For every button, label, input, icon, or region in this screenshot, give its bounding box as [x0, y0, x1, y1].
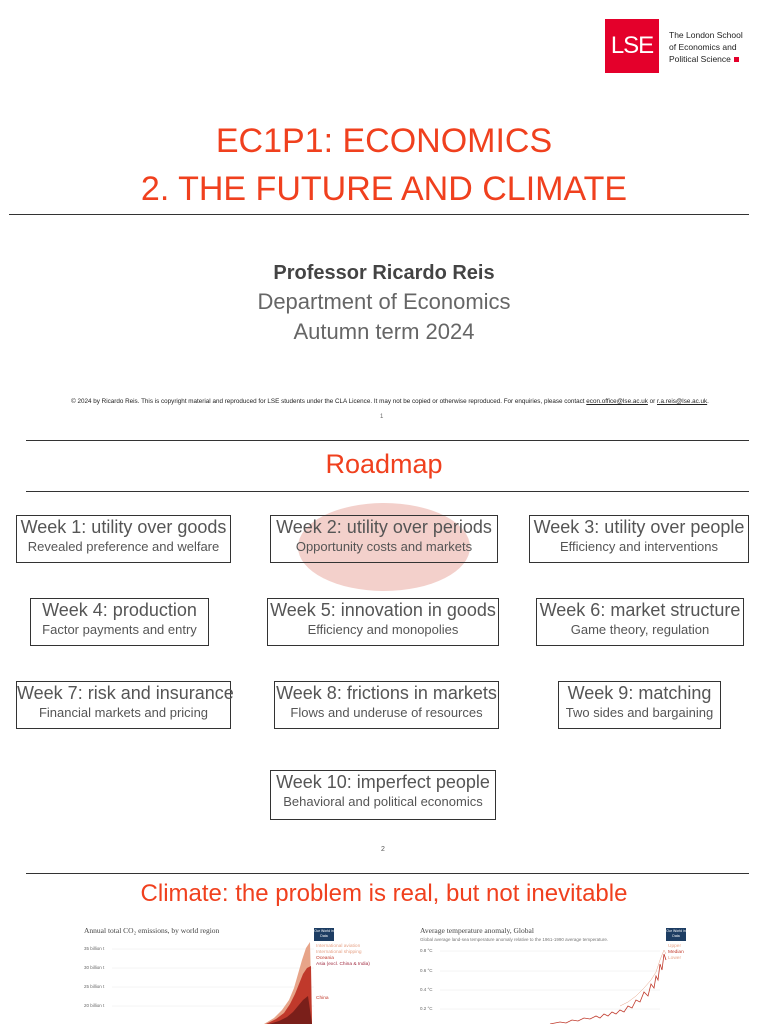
temperature-line-plot	[420, 926, 688, 1024]
term: Autumn term 2024	[293, 319, 475, 344]
lecture-title: 2. THE FUTURE AND CLIMATE	[140, 170, 628, 208]
week-title: Week 1: utility over goods	[20, 517, 227, 537]
page-number: 1	[380, 414, 384, 420]
y-tick: 20 billion t	[84, 1003, 105, 1008]
week-title: Week 10: imperfect people	[276, 772, 490, 792]
week-subtitle: Efficiency and monopolies	[307, 622, 459, 637]
temperature-chart-title: Average temperature anomaly, Global	[420, 926, 534, 935]
school-line-2: of Economics and	[669, 42, 737, 52]
week-subtitle: Factor payments and entry	[42, 622, 197, 637]
week-subtitle: Game theory, regulation	[570, 622, 710, 637]
y-tick: 0.8 °C	[420, 948, 433, 953]
week-8-box	[274, 681, 499, 729]
owid-logo: Our World in Data	[314, 928, 334, 941]
week-4-box	[30, 598, 209, 646]
week-subtitle: Efficiency and interventions	[559, 539, 719, 554]
week-5-box	[267, 598, 499, 646]
emissions-chart-title: Annual total CO₂ emissions, by world region	[84, 926, 220, 935]
week-1-box	[16, 515, 231, 563]
lse-logo: LSE	[605, 19, 659, 73]
owid-logo: Our World in Data	[666, 928, 686, 941]
emissions-area-plot	[84, 926, 340, 1024]
email-link-reis[interactable]: r.a.reis@lse.ac.uk	[657, 398, 708, 405]
week-subtitle: Revealed preference and welfare	[27, 539, 220, 554]
course-title: EC1P1: ECONOMICS	[215, 122, 553, 160]
copyright-or: or	[649, 398, 656, 405]
week-subtitle: Opportunity costs and markets	[295, 539, 473, 554]
legend-item: Lower	[668, 956, 682, 961]
email-link-econ-office[interactable]: econ.office@lse.ac.uk	[586, 398, 648, 405]
page-number: 2	[381, 846, 385, 853]
week-3-box	[529, 515, 749, 563]
week-10-box	[270, 770, 496, 820]
y-tick: 0.6 °C	[420, 968, 433, 973]
title-divider	[9, 214, 749, 215]
week-title: Week 7: risk and insurance	[17, 683, 234, 703]
roadmap-bottom-rule	[26, 491, 749, 492]
roadmap-heading: Roadmap	[325, 449, 443, 479]
red-square-icon	[734, 57, 739, 62]
professor-name: Professor Ricardo Reis	[273, 262, 495, 284]
legend-item: Oceania	[316, 956, 334, 961]
week-7-box	[16, 681, 234, 729]
week-9-box	[558, 681, 721, 729]
legend-item: Upper	[668, 944, 682, 949]
week-title: Week 9: matching	[567, 683, 712, 703]
temperature-chart-subtitle: Global average land-sea temperature anomaly relative to the 1961-1990 average temperature.	[420, 937, 609, 942]
week-title: Week 3: utility over people	[533, 517, 745, 537]
climate-heading: Climate: the problem is real, but not inevitable	[140, 880, 628, 907]
week-title: Week 4: production	[42, 600, 197, 620]
legend-item: International shipping	[316, 950, 362, 955]
department: Department of Economics	[257, 289, 511, 314]
week-6-box	[536, 598, 744, 646]
week-subtitle: Two sides and bargaining	[565, 705, 714, 720]
copyright-notice: © 2024 by Ricardo Reis. This is copyright material and reproduced for LSE students under the CLA Licence. It may not be copied or otherwise reproduced. For enquiries, please contact econ.office@lse.ac.uk or r.a.reis@lse.ac.uk.	[71, 398, 709, 405]
y-tick: 35 billion t	[84, 946, 105, 951]
emissions-chart	[84, 926, 370, 1024]
lse-school-name	[669, 29, 743, 65]
school-line-3: Political Science	[669, 54, 731, 64]
week-subtitle: Financial markets and pricing	[38, 705, 209, 720]
copyright-text: © 2024 by Ricardo Reis. This is copyright material and reproduced for LSE students under the CLA Licence. It may not be copied or otherwise reproduced. For enquiries, please contact	[71, 398, 585, 405]
legend-item: Asia (excl. China & India)	[316, 962, 370, 967]
week-title: Week 6: market structure	[539, 600, 741, 620]
week-2-box	[270, 515, 498, 563]
legend-item: China	[316, 996, 329, 1001]
y-tick: 25 billion t	[84, 984, 105, 989]
school-line-1: The London School	[669, 30, 743, 40]
temperature-upper-line	[620, 950, 666, 1006]
y-tick: 0.4 °C	[420, 987, 433, 992]
y-tick: 30 billion t	[84, 965, 105, 970]
week-title: Week 2: utility over periods	[276, 517, 492, 537]
week-subtitle: Flows and underuse of resources	[290, 705, 483, 720]
week-title: Week 5: innovation in goods	[270, 600, 496, 620]
week-subtitle: Behavioral and political economics	[283, 794, 483, 809]
y-tick: 0.2 °C	[420, 1006, 433, 1011]
temperature-median-line	[550, 954, 666, 1024]
temperature-chart	[420, 926, 688, 1024]
week-title: Week 8: frictions in markets	[276, 683, 497, 703]
legend-item: Median	[668, 950, 684, 955]
climate-top-rule	[26, 873, 749, 874]
legend-item: International aviation	[316, 944, 361, 949]
roadmap-top-rule	[26, 440, 749, 441]
